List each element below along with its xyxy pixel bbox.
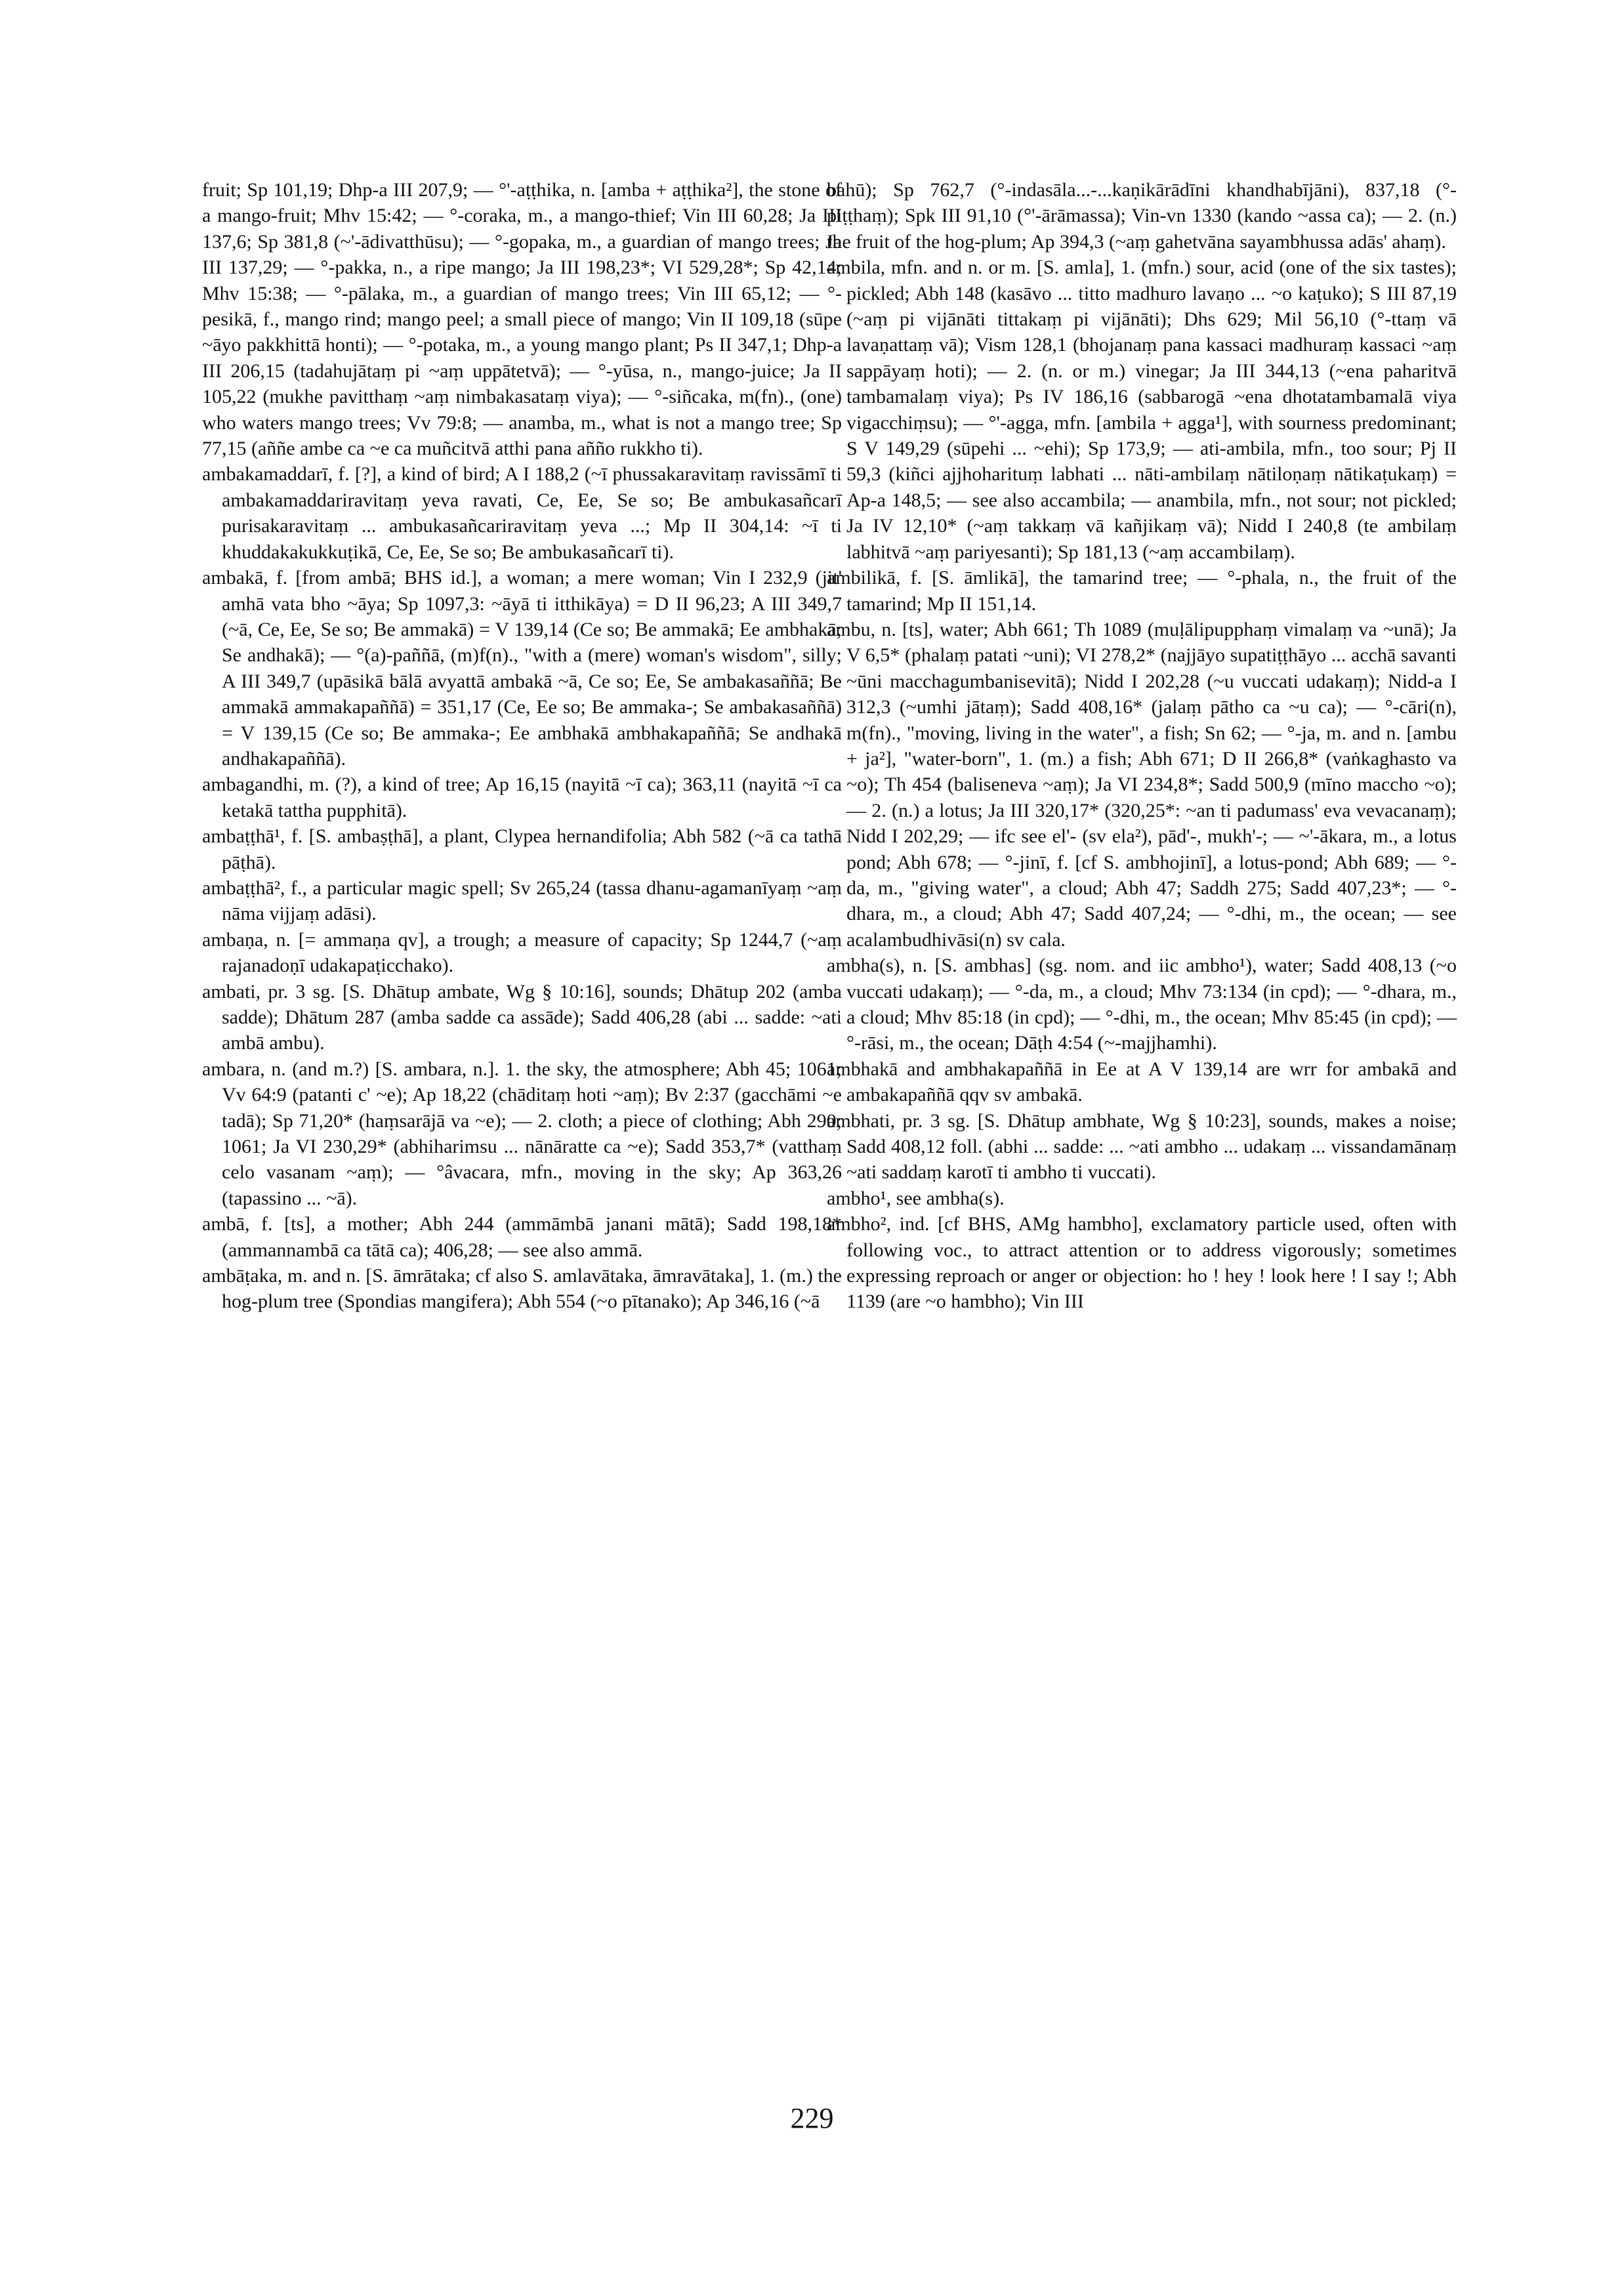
- dictionary-entry: ambaṇa, n. [= ammaṇa qv], a trough; a measure of capacity; Sp 1244,7 (~aṃ rajanadoṇī udakapaṭicchako).: [202, 928, 842, 977]
- dictionary-entry: ambha(s), n. [S. ambhas] (sg. nom. and iic ambho¹), water; Sadd 408,13 (~o vuccati udakaṃ); — °-da, m., a cloud; Mhv 73:134 (in cpd); — °-dhara, m., a cloud; Mhv 85:18 (in cpd); — °-dhi, m., the ocean; Mhv 85:45 (in cpd); — °-rāsi, m., the ocean; Dāṭh 4:54 (~-majjhamhi).: [827, 955, 1457, 1054]
- dictionary-entry: fruit; Sp 101,19; Dhp-a III 207,9; — °'-aṭṭhika, n. [amba + aṭṭhika²], the stone of a mango-fruit; Mhv 15:42; — °-coraka, m., a mango-thief; Vin III 60,28; Ja III 137,6; Sp 381,8 (~'-ādivatthūsu); — °-gopaka, m., a guardian of mango trees; Ja III 137,29; — °-pakka, n., a ripe mango; Ja III 198,23*; VI 529,28*; Sp 42,14; Mhv 15:38; — °-pālaka, m., a guardian of mango trees; Vin III 65,12; — °-pesikā, f., mango rind; mango peel; a small piece of mango; Vin II 109,18 (sūpe ~āyo pakkhittā honti); — °-potaka, m., a young mango plant; Ps II 347,1; Dhp-a III 206,15 (tadahujātaṃ pi ~aṃ uppātetvā); — °-yūsa, n., mango-juice; Ja II 105,22 (mukhe pavitthaṃ ~aṃ nimbakasataṃ viya); — °-siñcaka, m(fn)., (one) who waters mango trees; Vv 79:8; — anamba, m., what is not a mango tree; Sp 77,15 (aññe ambe ca ~e ca muñcitvā atthi pana añño rukkho ti).: [202, 179, 842, 460]
- dictionary-entry: ambhakā and ambhakapaññā in Ee at A V 139,14 are wrr for ambakā and ambakapaññā qqv sv ambakā.: [827, 1058, 1457, 1106]
- dictionary-entry: ambaṭṭhā², f., a particular magic spell; Sv 265,24 (tassa dhanu-agamanīyaṃ ~aṃ nāma vijjaṃ adāsi).: [202, 877, 842, 925]
- dictionary-entry: ambakamaddarī, f. [?], a kind of bird; A I 188,2 (~ī phussakaravitaṃ ravissāmī ti ambakamaddariravitaṃ yeva ravati, Ce, Ee, Se so; Be ambukasañcarī purisakaravitaṃ ... ambukasañcariravitaṃ yeva ...; Mp II 304,14: ~ī ti khuddakakukkuṭikā, Ce, Ee, Se so; Be ambukasañcarī ti).: [202, 463, 842, 563]
- dictionary-entry: ambila, mfn. and n. or m. [S. amla], 1. (mfn.) sour, acid (one of the six tastes); pickled; Abh 148 (kasāvo ... titto madhuro lavaṇo ... ~o kaṭuko); S III 87,19 (~aṃ pi vijānāti tittakaṃ pi vijānāti); Dhs 629; Mil 56,10 (°-ttaṃ vā lavaṇattaṃ vā); Vism 128,1 (bhojanaṃ pana kassaci madhuraṃ kassaci ~aṃ sappāyaṃ hoti); — 2. (n. or m.) vinegar; Ja III 344,13 (~ena paharitvā tambamalaṃ viya); Ps IV 186,16 (sabbarogā ~ena dhotatambamalā viya vigacchiṃsu); — °'-agga, mfn. [ambila + agga¹], with sourness predominant; S V 149,29 (sūpehi ... ~ehi); Sp 173,9; — ati-ambila, mfn., too sour; Pj II 59,3 (kiñci ajjhoharituṃ labhati ... nāti-ambilaṃ nātiloṇaṃ nātikaṭukaṃ) = Ap-a 148,5; — see also accambila; — anambila, mfn., not sour; not pickled; Ja IV 12,10* (~aṃ takkaṃ vā kañjikaṃ vā); Nidd I 240,8 (te ambilaṃ labhitvā ~aṃ pariyesanti); Sp 181,13 (~aṃ accambilaṃ).: [827, 257, 1457, 563]
- dictionary-entry: ambho¹, see ambha(s).: [827, 1187, 1005, 1209]
- dictionary-entry: ambagandhi, m. (?), a kind of tree; Ap 16,15 (nayitā ~ī ca); 363,11 (nayitā ~ī ca ketakā tattha pupphitā).: [202, 774, 842, 821]
- dictionary-entry: ambati, pr. 3 sg. [S. Dhātup ambate, Wg § 10:16], sounds; Dhātup 202 (amba sadde); Dhātum 287 (amba sadde ca assāde); Sadd 406,28 (abi ... sadde: ~ati ambā ambu).: [202, 980, 842, 1054]
- dictionary-entry: ambilikā, f. [S. āmlikā], the tamarind tree; — °-phala, n., the fruit of the tamarind; Mp II 151,14.: [827, 567, 1457, 615]
- dictionary-entry: ambāṭaka, m. and n. [S. āmrātaka; cf also S. amlavātaka, āmravātaka], 1. (m.) the hog-plum tree (Spondias mangifera); Abh 554 (~o pītanako); Ap 346,16 (~ā: [202, 1265, 842, 1313]
- dictionary-entry: ambara, n. (and m.?) [S. ambara, n.]. 1. the sky, the atmosphere; Abh 45; 1061; Vv 64:9 (patanti c' ~e); Ap 18,22 (chāditaṃ hoti ~aṃ); Bv 2:37 (gacchāmi ~e tadā); Sp 71,20* (haṃsarājā va ~e); — 2. cloth; a piece of clothing; Abh 290; 1061; Ja VI 230,29* (abhiharimsu ... nānāratte ca ~e); Sadd 353,7* (vatthaṃ celo vasanam ~aṃ); — °âvacara, mfn., moving in the sky; Ap 363,26 (tapassino ... ~ā).: [202, 1058, 842, 1209]
- dictionary-entry: ambaṭṭhā¹, f. [S. ambaṣṭhā], a plant, Clypea hernandifolia; Abh 582 (~ā ca tathā pāṭhā).: [202, 825, 842, 873]
- dictionary-entry: bahū); Sp 762,7 (°-indasāla...-...kaṇikārādīni khandhabījāni), 837,18 (°-piṭṭhaṃ); Spk III 91,10 (°'-ārāmassa); Vin-vn 1330 (kando ~assa ca); — 2. (n.) the fruit of the hog-plum; Ap 394,3 (~aṃ gahetvāna sayambhussa adās' ahaṃ).: [827, 179, 1457, 253]
- dictionary-entry: ambā, f. [ts], a mother; Abh 244 (ammāmbā janani mātā); Sadd 198,18* (ammannambā ca tātā ca); 406,28; — see also ammā.: [202, 1213, 842, 1261]
- right-column: [827, 177, 1457, 1315]
- dictionary-entry: ambho², ind. [cf BHS, AMg hambho], exclamatory particle used, often with following voc., to attract attention or to address vigorously; sometimes expressing reproach or anger or objection: ho ! hey ! look here ! I say !; Abh 1139 (are ~o hambho); Vin III: [827, 1213, 1457, 1313]
- page-number: 229: [790, 2102, 834, 2134]
- left-column: [202, 177, 842, 1315]
- dictionary-entry: ambhati, pr. 3 sg. [S. Dhātup ambhate, Wg § 10:23], sounds, makes a noise; Sadd 408,12 foll. (abhi ... sadde: ... ~ati ambho ... udakaṃ ... vissandamānaṃ ~ati saddaṃ karotī ti ambho ti vuccati).: [827, 1109, 1457, 1184]
- dictionary-entry: ambu, n. [ts], water; Abh 661; Th 1089 (muḷālipupphaṃ vimalaṃ va ~unā); Ja V 6,5* (phalaṃ patati ~uni); VI 278,2* (najjāyo supatiṭṭhāyo ... acchā savanti ~ūni macchagumbanisevitā); Nidd I 202,28 (~u vuccati udakaṃ); Nidd-a I 312,3 (~umhi jātaṃ); Sadd 408,16* (jalaṃ pātho ca ~u ca); — °-cāri(n), m(fn)., "moving, living in the water", a fish; Sn 62; — °-ja, m. and n. [ambu + ja²], "water-born", 1. (m.) a fish; Abh 671; D II 266,8* (vaṅkaghasto va ~o); Th 454 (baliseneva ~aṃ); Ja VI 234,8*; Sadd 500,9 (mīno maccho ~o); — 2. (n.) a lotus; Ja III 320,17* (320,25*: ~an ti padumass' eva vevacanaṃ); Nidd I 202,29; — ifc see el'- (sv ela²), pād'-, mukh'-; — ~'-ākara, m., a lotus pond; Abh 678; — °-jinī, f. [cf S. ambhojinī], a lotus-pond; Abh 689; — °-da, m., "giving water", a cloud; Abh 47; Saddh 275; Sadd 407,23*; — °-dhara, m., a cloud; Abh 47; Sadd 407,24; — °-dhi, m., the ocean; — see acalambudhivāsi(n) sv cala.: [827, 618, 1457, 951]
- dictionary-entry: ambakā, f. [from ambā; BHS id.], a woman; a mere woman; Vin I 232,9 (jit' amhā vata bho ~āya; Sp 1097,3: ~āyā ti itthikāya) = D II 96,23; A III 349,7 (~ā, Ce, Ee, Se so; Be ammakā) = V 139,14 (Ce so; Be ammakā; Ee ambhakā; Se andhakā); — °(a)-paññā, (m)f(n)., "with a (mere) woman's wisdom", silly; A III 349,7 (upāsikā bālā avyattā ambakā ~ā, Ce so; Ee, Se ambakasaññā; Be ammakā ammakapaññā) = 351,17 (Ce, Ee so; Be ammaka-; Se ambakasaññā) = V 139,15 (Ce so; Be ammaka-; Ee ambhakā ambhakapaññā; Se andhakā andhakapaññā).: [202, 567, 842, 770]
